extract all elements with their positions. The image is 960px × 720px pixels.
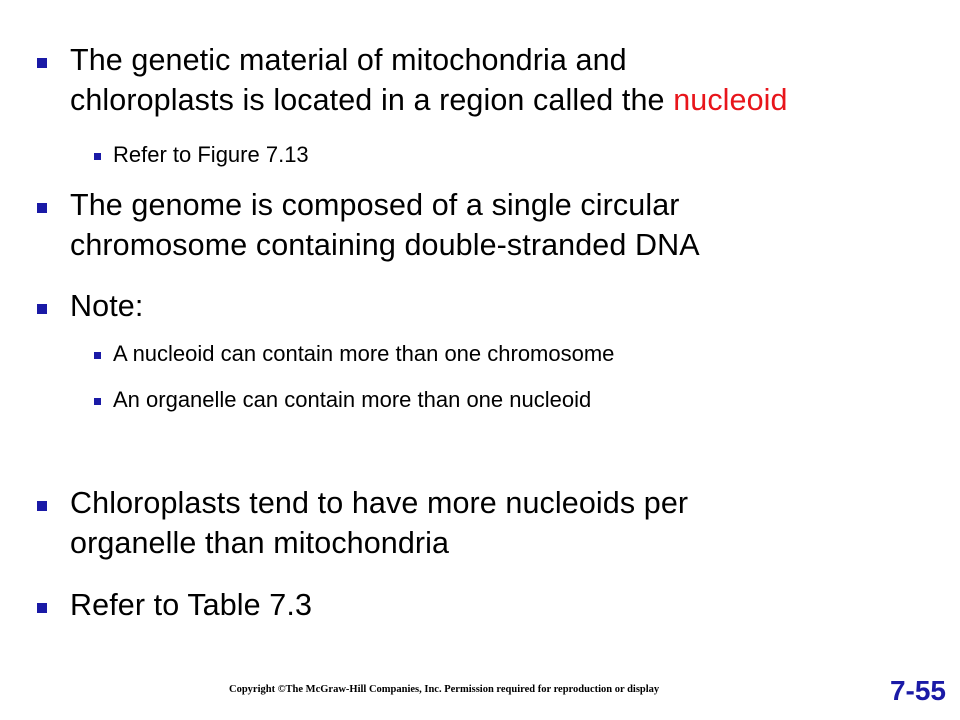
highlighted-term: nucleoid [673,83,788,117]
bullet-line-text: chloroplasts is located in a region called the [70,83,674,117]
bullet-line: The genome is composed of a single circular [70,188,680,222]
square-bullet-icon [94,398,101,405]
sub-bullet-text: An organelle can contain more than one nucleoid [113,387,592,412]
bullet-text [70,483,950,563]
bullet-text [70,185,950,265]
square-bullet-icon [37,501,47,511]
square-bullet-icon [37,203,47,213]
bullet-line: chromosome containing double-stranded DNA [70,228,700,262]
sub-bullet-text: A nucleoid can contain more than one chromosome [113,341,615,366]
sub-bullet-text: Refer to Figure 7.13 [113,142,309,167]
square-bullet-icon [37,58,47,68]
slide-number: 7-55 [889,675,946,706]
bullet-text: Refer to Table 7.3 [70,588,313,622]
bullet-line: Chloroplasts tend to have more nucleoids per [70,486,689,520]
bullet-text [70,40,950,120]
square-bullet-icon [94,352,101,359]
square-bullet-icon [37,304,47,314]
bullet-line: organelle than mitochondria [70,526,450,560]
bullet-line: The genetic material of mitochondria and [70,43,627,77]
square-bullet-icon [37,603,47,613]
bullet-text: Note: [70,289,144,323]
square-bullet-icon [94,153,101,160]
bullet-line [70,80,950,120]
copyright-notice: Copyright ©The McGraw-Hill Companies, Inc. Permission required for reproduction or display [229,684,660,695]
